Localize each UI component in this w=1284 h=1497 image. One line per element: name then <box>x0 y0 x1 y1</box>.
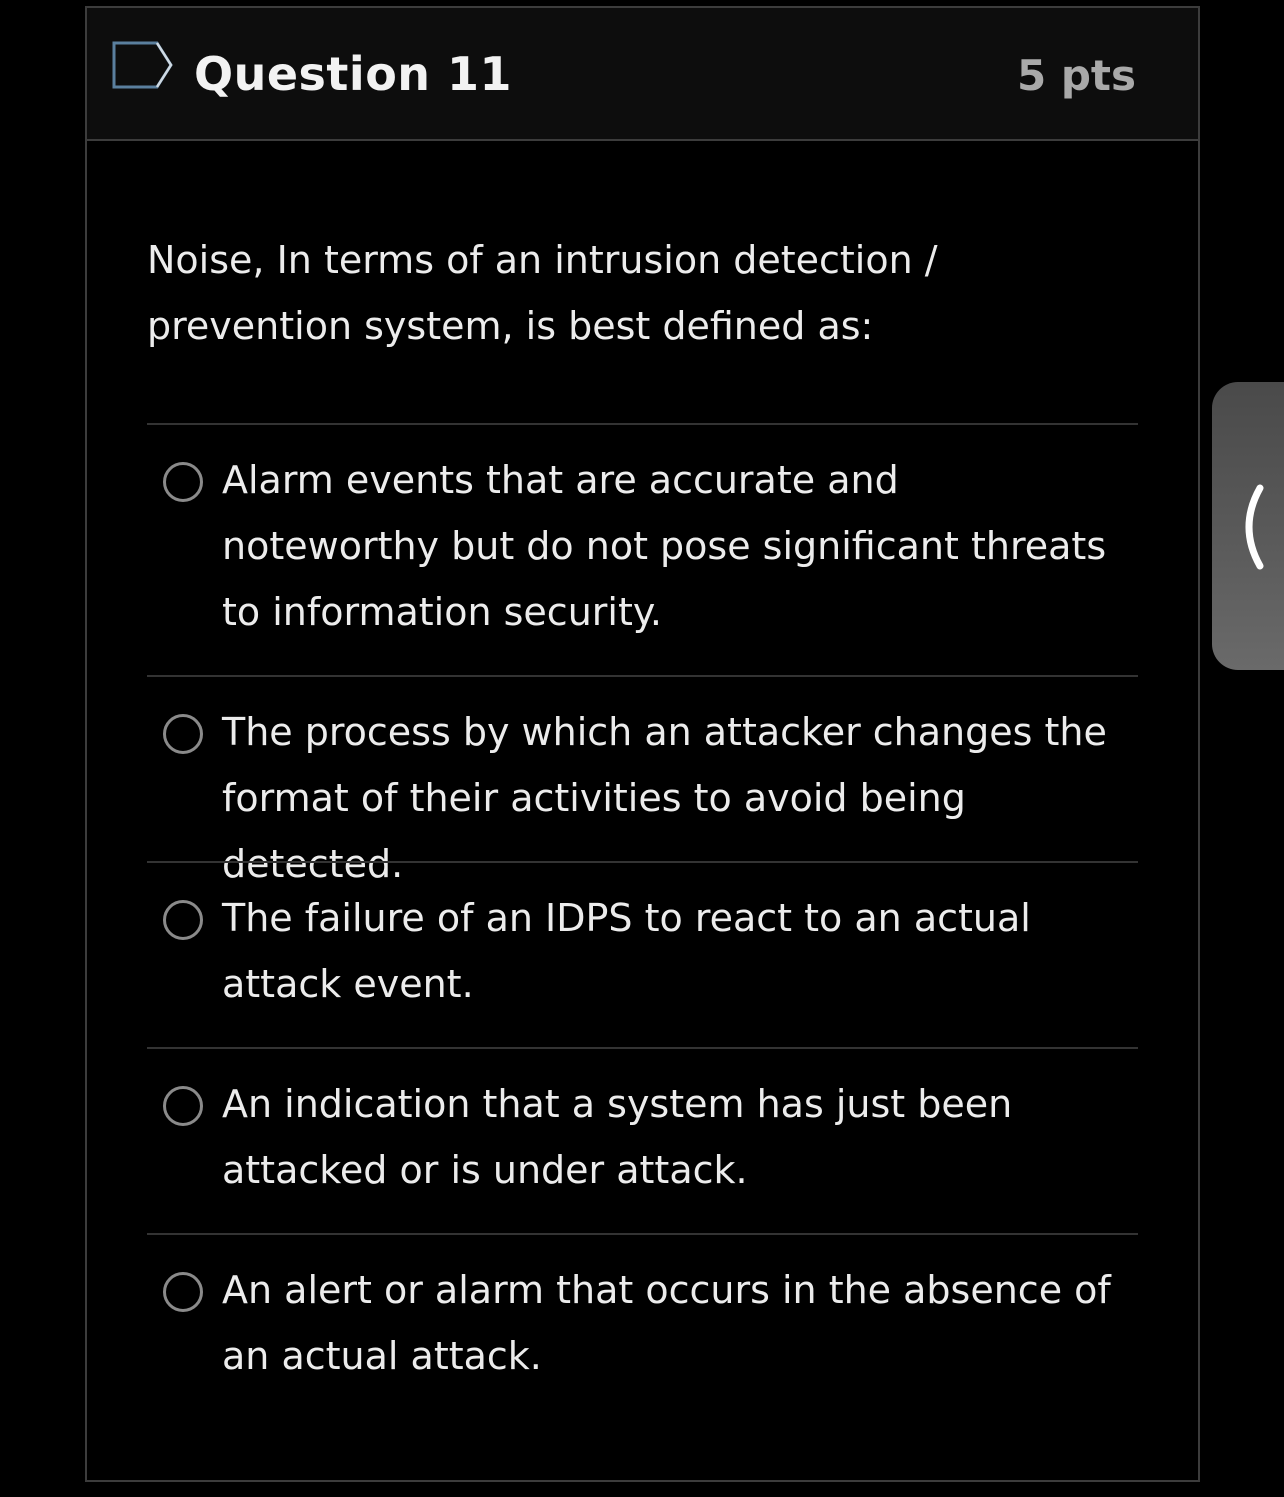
question-card <box>85 6 1200 1482</box>
radio-button[interactable] <box>163 1272 203 1312</box>
radio-button[interactable] <box>163 1086 203 1126</box>
answer-option-5[interactable] <box>147 1233 1138 1419</box>
answer-label[interactable]: The process by which an attacker changes the format of their activities to avoid being detected. <box>222 710 1107 886</box>
side-panel-toggle[interactable] <box>1212 382 1284 670</box>
flag-outline-icon[interactable] <box>111 40 175 90</box>
answer-option-3[interactable] <box>147 861 1138 1047</box>
answer-option-4[interactable] <box>147 1047 1138 1233</box>
question-points: 5 pts <box>1017 51 1136 100</box>
question-header <box>87 8 1198 141</box>
answer-label[interactable]: Alarm events that are accurate and noteworthy but do not pose significant threats to information security. <box>222 458 1107 634</box>
answer-label[interactable]: An alert or alarm that occurs in the absence of an actual attack. <box>222 1268 1111 1378</box>
question-title: Question 11 <box>194 47 513 101</box>
answer-list <box>147 423 1138 1419</box>
answer-label[interactable]: An indication that a system has just been attacked or is under attack. <box>222 1082 1013 1192</box>
radio-button[interactable] <box>163 900 203 940</box>
radio-button[interactable] <box>163 462 203 502</box>
answer-option-1[interactable] <box>147 423 1138 675</box>
radio-button[interactable] <box>163 714 203 754</box>
chevron-left-icon <box>1232 482 1264 572</box>
question-prompt: Noise, In terms of an intrusion detection / prevention system, is best defined as: <box>147 238 938 348</box>
answer-label[interactable]: The failure of an IDPS to react to an actual attack event. <box>222 896 1031 1006</box>
answer-option-2[interactable] <box>147 675 1138 886</box>
